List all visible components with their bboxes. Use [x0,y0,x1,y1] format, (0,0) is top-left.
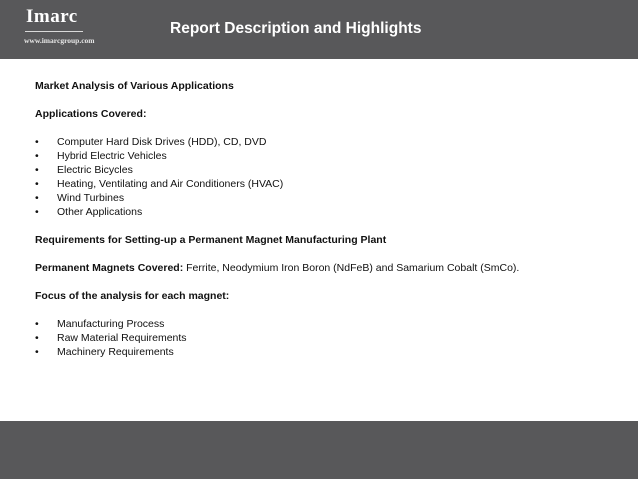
applications-list [35,135,625,219]
logo-url: www.imarcgroup.com [24,36,95,45]
magnets-text: Ferrite, Neodymium Iron Boron (NdFeB) and Samarium Cobalt (SmCo). [183,262,520,274]
focus-heading: Focus of the analysis for each magnet: [35,290,230,302]
footer-bar [0,421,638,479]
list-item: • Electric Bicycles [35,164,133,176]
list-item: • Hybrid Electric Vehicles [35,150,167,162]
list-item: • Raw Material Requirements [35,332,187,344]
focus-list [35,317,625,359]
magnets-covered [35,261,625,275]
list-item: • Manufacturing Process [35,318,165,330]
bullet-icon: • [35,136,39,148]
applications-heading: Applications Covered: [35,108,147,120]
bullet-icon: • [35,192,39,204]
header-bar [0,0,638,59]
page-title: Report Description and Highlights [170,20,422,37]
bullet-icon: • [35,150,39,162]
list-item: • Wind Turbines [35,192,125,204]
list-item: • Heating, Ventilating and Air Conditioners (HVAC) [35,178,284,190]
requirements-heading: Requirements for Setting-up a Permanent Magnet Manufacturing Plant [35,234,387,246]
logo-divider [25,31,83,32]
magnets-label: Permanent Magnets Covered: [35,262,184,274]
list-item: • Other Applications [35,206,143,218]
market-analysis-heading: Market Analysis of Various Applications [35,80,234,92]
bullet-icon: • [35,346,39,358]
list-item: • Computer Hard Disk Drives (HDD), CD, DVD [35,136,267,148]
bullet-icon: • [35,318,39,330]
bullet-icon: • [35,178,39,190]
imarc-logo: Imarc [26,6,78,27]
bullet-icon: • [35,332,39,344]
report-content [35,79,625,359]
bullet-icon: • [35,164,39,176]
list-item: • Machinery Requirements [35,346,174,358]
bullet-icon: • [35,206,39,218]
